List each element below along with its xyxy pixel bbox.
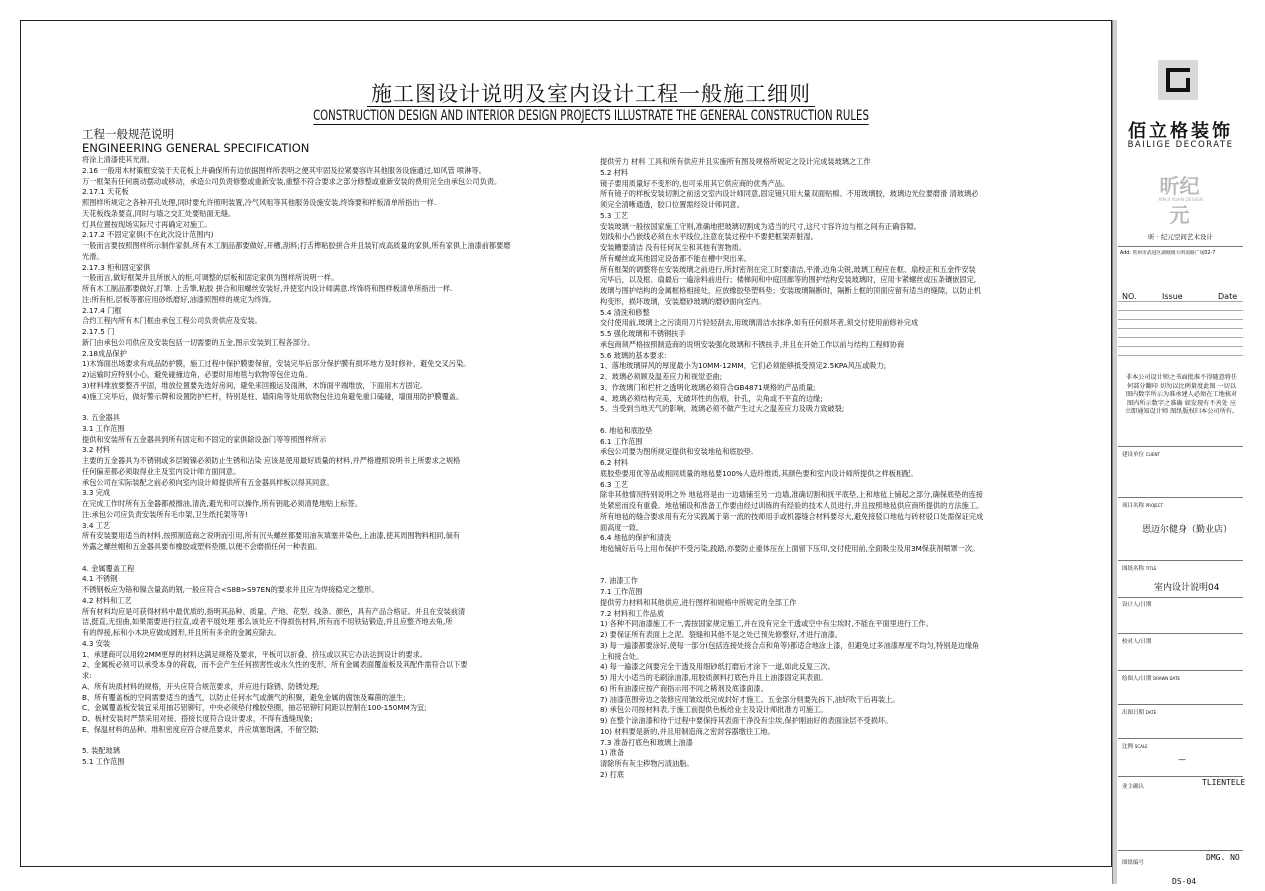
right-text-line: 安装糟要清洁 没有任何灰尘和其他有害物质。 <box>600 243 747 252</box>
left-text-line: 光滑。 <box>82 251 104 261</box>
right-text-line: 4) 每一遍漆之间要完全干透及用细砂纸打磨后才涂下一道,如此反复三次。 <box>600 662 835 672</box>
left-text-line: 所有安装要用适当的材料,按照制造商之说明而引用,所有沉头螺丝都要用油灰填塞并染色,上油漆,使其周围物料相同,倘有 <box>82 531 460 541</box>
right-text-line: 1、落地玻璃屏风的厚度最小为10MM-12MM，它们必须能够抵受预定2.5KPA风压或吸力; <box>600 361 887 371</box>
left-text-line: 一般而言要按照图样所示制作家俱,所有木工制品都要做好,开槽,刮料;打舌榫粘胶拼合并且装钉成高质量的家俱,所有家俱上油漆前都要磨 <box>82 241 511 250</box>
right-text-line: 承包商须严格按照制造商的说明安装强化玻璃和不锈扶手,并且在开始工作以前与结构工程师协商 <box>600 339 905 349</box>
left-text-line: 2.17.4 门框 <box>82 305 122 315</box>
left-text-line: 5. 装配玻璃 <box>82 746 120 756</box>
right-text-line: 2) 要保证所有表面上之泥、裂缝和其他不是之处已预先修整好,才进行油漆。 <box>600 630 842 639</box>
left-text-line: 在完成工作时所有五金器都被擦油,清洗,避光和可以操作,所有钥匙必须清楚地贴上标签。 <box>82 499 362 508</box>
right-text-line: 6) 所有油漆应按产商指示用不同之稀剂及底漆面漆。 <box>600 683 768 693</box>
drawing-title-label: 图纸名称 TITLE <box>1122 566 1157 572</box>
left-text-line: 4. 金属覆盖工程 <box>82 563 135 573</box>
right-text-line: 面高度一致。 <box>600 522 644 532</box>
issue-label: Issue <box>1162 292 1183 301</box>
right-text-line: 玻璃与围护结构的金属框格相接处，应放橡胶垫塑料垫；安装玻璃隔断时，隔断上框的顶面应留有适当的缝隙，以防止机 <box>600 286 981 295</box>
right-text-line: 提供劳力材料和其他供应,进行图样和规格中所规定的全部工作 <box>600 597 797 607</box>
left-text-line: 主要的五金器具为不锈钢或多层镀镍必须防止生锈和沾染 应该是使用最好质量的材料,并严格遵照说明书上所要求之规格 <box>82 456 461 465</box>
left-text-line: 有的焊接,标和小木块应做成圆形,并且所有多余的金属应除去。 <box>82 628 281 637</box>
left-text-line: B、所有覆盖板的空间需要适当的透气，以防止任何水气或潮气的积聚，避免金属的腐蚀及霉菌的滋生; <box>82 692 406 702</box>
title-block <box>1118 20 1246 886</box>
right-text-line: 所有框架的调整将在安装玻璃之前进行,所封密剂在完工时要清洁,平滑,边角尖锐,玻璃工程应在框、扇校正和五金件安装 <box>600 264 976 274</box>
left-body <box>82 155 572 768</box>
right-text-line: 清除所有灰尘秽物污渍油脂。 <box>600 759 694 768</box>
client-confirm-label: 业主确认 <box>1122 784 1145 790</box>
sub-brand-logo-en: XIN JI YUAN DESIGN <box>1158 198 1203 203</box>
left-text-line: 所有木工制品都要做好,打筆. 上舌筆,粘胶 拼合和用螺丝安装好,并使室内设计师满意.终饰将和图样板清单所指出一样. <box>82 284 453 293</box>
left-text-line: 洁,挺直,无扭曲,如果需要进行拉直,或者平展处理 那么该处应不得损伤材料,所有而不用铁钻锻造,并且应整齐地去角,所 <box>82 617 453 627</box>
left-text-line <box>82 553 572 564</box>
left-text-line: 2.16 一般用木材策框安装于天花板上并确保所有边依据图样所表明之便其牢固及拉紧要容许其他服务设施通过,如风管 喷淋等。 <box>82 165 486 175</box>
left-text-line: 天花板线条要直,同时与墙之交汇处要贴面无缝。 <box>82 208 236 218</box>
right-text-line: 6.3 工艺 <box>600 479 629 489</box>
right-text-line: 4、玻璃必须结构完美，无破坏性的伤痕，针孔，尖角或不平直的边缘; <box>600 393 823 403</box>
left-text-line: 2)运输时应特别小心，避免碰撞边角，必要时用地毯与软物等包住边角。 <box>82 370 313 379</box>
project-name: 恩迈尔健身（勤业店） <box>1142 525 1233 535</box>
right-text-line: 9) 在整个涂油漆和待干过程中要保持其表面干净没有尘埃,保护刚油好的表面涂层不受损坏。 <box>600 716 893 725</box>
left-text-line: 注:承包公司应负责安装所有毛巾架,卫生纸托架等等! <box>82 509 248 519</box>
left-text-line: 4.3 安装 <box>82 638 111 648</box>
left-text-line: 2、金属板必须可以承受本身的荷载，而不会产生任何损害性或永久性的变形，所有金属表面覆盖板及其配件需符合以下要 <box>82 660 468 670</box>
left-text-line: D、板材安装时严禁采用对接、搭接长度符合设计要求，不得有透缝现象; <box>82 714 313 723</box>
divider <box>1118 497 1243 498</box>
left-text-line <box>82 402 572 413</box>
sub-brand-logo: 昕纪元 <box>1159 174 1200 227</box>
divider <box>1118 560 1243 561</box>
right-text-line: 承包公司要为图所规定提供和安装地毡和底胶垫. <box>600 447 754 457</box>
left-text-line: 一般而言,做好框架并且所嵌入的柜,可调整的层板和固定家俱为图样所说明一样。 <box>82 273 339 283</box>
left-text-line: 1)木饰面出场要求有成品防护膜，施工过程中保护膜要保留，安装完毕后部分保护膜有损坏地方及时修补，避免交叉污染。 <box>82 359 471 369</box>
divider <box>1118 633 1243 634</box>
left-text-line: 3.1 工作范围 <box>82 423 125 433</box>
issue-date-cn-label: 出图日期 DATE <box>1122 710 1157 716</box>
right-text-line: 5) 用大小适当的毛刷涂油漆,用胶质颜料打底色并且上油漆固定其表面。 <box>600 673 828 682</box>
left-text-line: 任何偏差都必须取得业主及室内设计师方面同意。 <box>82 466 241 476</box>
left-text-line: 承包公司在实际装配之前必须向室内设计师提供所有五金器具样板以得其同意。 <box>82 477 334 487</box>
left-text-line: A、所有块质材料的规格，开头应符合规范要求，并应进行除锈、防锈处理; <box>82 681 320 691</box>
left-text-line: 万一框架有任何震动摆动或移动，承造公司负责修整或重新安装,重整不符合要求之部分修整或重新安装的费用完全由承包公司负责。 <box>82 176 502 186</box>
left-text-line: 5.1 工作范围 <box>82 757 125 766</box>
left-text-line: 外露之螺丝帽和五金器具要布橡胶或塑料垫圈,以便不会磨损任何一种表面。 <box>82 542 322 551</box>
left-text-line: E、保温材料的品种、堆积密度应符合规范要求，并应填塞饱满，不留空隙; <box>82 724 319 734</box>
client-confirm-en: TLIENTELE <box>1202 778 1246 787</box>
left-column <box>82 128 572 768</box>
right-text-line: 除非其他情况特别说明之外 地毡将是由一边墙铺至另一边墙,准确切割和抚平底垫,上和地毡上铺起之部分,确保底垫的连接 <box>600 490 983 500</box>
right-text-line: 安装玻璃一般按国家施工守则,准确地把玻璃切割成为适当的尺寸,这尺寸容许边与框之间有正确容隙。 <box>600 221 921 231</box>
scale-value: — <box>1178 755 1186 764</box>
right-text-line: 10) 材料要是新的,并且用制造商之密封容器缴往工地。 <box>600 726 775 736</box>
right-text-line: 6.4 地毡的保护和清洗 <box>600 533 672 543</box>
left-text-line: 4)施工完毕后，做好警示牌和设置防护栏杆，特别是柱、墙阳角等处用软物包住边角避免重口磕碰，墙面用防护膜覆盖。 <box>82 391 464 401</box>
issue-row <box>1118 310 1243 311</box>
right-text-line <box>600 415 1100 426</box>
left-text-line: 注:所有柜,层板等都应用砂纸磨好,油漆照图样的规定为终饰。 <box>82 294 276 304</box>
right-text-line: 7.3 准备打底色和玻璃上油漆 <box>600 737 693 747</box>
left-text-line: 灯具位置按现场实际尺寸再确定对施工。 <box>82 219 212 229</box>
right-text-line: 5.5 强化玻璃和不锈钢扶手 <box>600 329 686 338</box>
right-text-line: 7) 油漆范围旁边之装修应用皱纹纸完成封好才施工。五金部分则要先拆下,油好吹干后再装上。 <box>600 694 900 704</box>
designer-label: 设计人/日期 <box>1122 602 1152 608</box>
client-unit-label: 建设单位 CLIENT <box>1122 452 1160 458</box>
left-text-line: 1、承建商可以用较2MM更厚的材料达满足规格及要求，平板可以折叠、挤压或以其它办法达到设计的要求。 <box>82 649 427 659</box>
right-text-line: 5.4 清洗和修整 <box>600 307 650 317</box>
brand-logo-mark-part <box>1178 78 1190 92</box>
right-text-line: 2) 打底 <box>600 769 625 779</box>
divider <box>1118 597 1243 598</box>
divider <box>1118 670 1243 671</box>
left-text-line: 2.17.3 柜和固定家俱 <box>82 262 151 272</box>
binding-strip <box>1112 20 1117 884</box>
left-text-line: 3)材料堆放要整齐平固，堆放位置要先选好房间，避免来回搬运及雨淋，木饰面平端堆放，下面用木方固定。 <box>82 380 428 390</box>
right-text-line: 镜子要用质量好不变形的,也可采用其它供应商的优秀产品。 <box>600 178 790 188</box>
right-text-line: 划线和小凸嵌线必须在水平线位,注意在装过程中不要把框架弄脏湿。 <box>600 232 818 242</box>
issue-no-label: NO. <box>1122 292 1137 301</box>
issue-row <box>1118 337 1243 338</box>
right-text-line: 1) 准备 <box>600 748 625 758</box>
right-text-line: 处紧密而没有重叠。地毡铺设和准备工作要由经过训练的有经验的技术人员进行,并且按照地毡供应商所提供的方法施工。 <box>600 501 984 510</box>
divider <box>1118 246 1243 247</box>
right-text-line: 7. 油漆工作 <box>600 576 638 586</box>
left-text-line: 所有材料均应是可获得材料中最优质的,指明其品种、质量、产地、花型、线条、颜色，具有产品合格证。并且在安装前清 <box>82 606 466 616</box>
drawing-number-label-en: DMG. NO <box>1206 853 1240 862</box>
scale-label: 比例 SCALE <box>1122 744 1148 750</box>
right-text-line: 3、作玻璃门和栏杆之透明化玻璃必须符合GB4871规格的产品质量; <box>600 382 816 392</box>
issue-date-label: Date <box>1218 292 1238 301</box>
left-text-line: 提供和安装所有五金器具到所有固定和不固定的家俱除设备门等等照图样所示 <box>82 434 327 444</box>
issue-row <box>1118 355 1243 356</box>
right-text-line: 3) 每一遍漆都要涂好,使每一部分(包括连接处接合点和角等)都适合地涂上漆，但避免过多油漆厚度不均匀,特别是边缘角 <box>600 640 980 650</box>
right-text-line: 5.2 材料 <box>600 167 629 177</box>
brand-name-cn: 佰立格装饰 <box>1128 121 1233 142</box>
checker-label: 校对人/日期 <box>1122 639 1152 645</box>
sub-brand-name: 昕 · 纪元空间艺术设计 <box>1148 233 1213 241</box>
right-text-line: 5.3 工艺 <box>600 210 629 220</box>
address-text: Add: 常州市武进区湖塘镇大明南路广场02-7 <box>1120 251 1216 256</box>
right-text-line: 构变形，损坏玻璃，安装磨砂玻璃的磨砂面向室内。 <box>600 296 766 306</box>
right-text-line: 7.2 材料和工作品质 <box>600 608 665 618</box>
left-text-line: 3.3 完成 <box>82 488 111 498</box>
right-text-line: 7.1 工作范围 <box>600 587 643 596</box>
page-title: 施工图设计说明及室内设计工程一般施工细则 <box>76 78 1106 108</box>
drawing-number: DS-04 <box>1172 877 1197 886</box>
drawing-number-label: 图纸编号 <box>1122 860 1145 866</box>
divider <box>1118 776 1243 777</box>
right-text-line: 所有螺丝或其他固定设备都不能在槽中突出来。 <box>600 253 751 263</box>
left-text-line: 2.18成品保护 <box>82 348 127 358</box>
left-text-line: 将涂上清漆使其光滑。 <box>82 155 154 164</box>
right-text-line: 5、当受到当地天气的影响，玻璃必须不做产生过大之温差应力及吸力致破裂; <box>600 404 845 414</box>
right-text-line <box>600 555 1100 566</box>
section-title-en: ENGINEERING GENERAL SPECIFICATION <box>82 140 310 155</box>
issue-row <box>1118 346 1243 347</box>
divider <box>1118 446 1243 447</box>
right-text-line: 提供劳力 材料 工具和所有供应并且实施所有图及规格所规定之设计完成装玻璃之工作 <box>600 157 871 166</box>
drafter-label: 绘图人/日期 DRAWN DATE <box>1122 676 1180 682</box>
right-text-line: 地毡铺好后马上用布保护不受污染,践踏,亦要防止重体压在上面留下压印,交付使用前,全面吸尘及用3M保获剂喷罩一次。 <box>600 544 980 553</box>
left-text-line: 新门由承包公司供应及安装包括一切需要的五金,图示安装到工程各部分。 <box>82 337 315 347</box>
left-text-line <box>82 736 572 747</box>
left-text-line: 4.2 材料和工艺 <box>82 595 132 605</box>
drawing-name: 室内设计说明04 <box>1154 583 1220 593</box>
left-text-line: 3. 五金器具 <box>82 413 120 422</box>
issue-row <box>1118 328 1243 329</box>
page-subtitle: CONSTRUCTION DESIGN AND INTERIOR DESIGN PROJECTS ILLUSTRATE THE GENERAL CONSTRUCTION RULES <box>313 108 869 124</box>
right-text-line: 须完全清晰通透，胶口位置需经设计师同意。 <box>600 200 744 209</box>
left-text-line: 合约工程内所有木门框由承包工程公司负责供应及安装。 <box>82 316 262 326</box>
left-text-line: 4.1 不锈钢 <box>82 574 118 584</box>
right-text-line: 交付使用前,玻璃上之污渍用刀片轻轻刮去,用玻璃清洁水抹净,如有任何损坏者,须交付使用前修补完成 <box>600 318 919 328</box>
issue-row <box>1118 301 1243 302</box>
right-text-line: 1) 各种不同油漆施工不一,需按国家规定施工,并在没有完全干透或空中有尘埃时,不能在平面里进行工作。 <box>600 619 933 629</box>
left-text-line: 求: <box>82 671 92 680</box>
right-text-line: 6. 地毡和底胶垫 <box>600 425 653 435</box>
divider <box>1118 738 1243 739</box>
left-text-line: 3.4 工艺 <box>82 520 111 530</box>
right-body <box>600 157 1100 781</box>
project-label: 项目名称 PROJECT <box>1122 503 1164 509</box>
right-text-line: 底胶垫要用优等品或相同质量的地毡要100%人造纤维质,其颜色要和室内设计师所提供之样板相配。 <box>600 468 918 478</box>
right-text-line: 上和接合处。 <box>600 651 644 661</box>
right-column <box>600 157 1100 781</box>
issue-row <box>1118 319 1243 320</box>
right-text-line: 5.6 玻璃的基本要求: <box>600 350 667 360</box>
brand-name-en: BAILIGE DECORATE <box>1127 140 1234 150</box>
section-title-cn: 工程一般规范说明 <box>82 127 174 141</box>
left-text-line: C、金属覆盖板安装宜采用抽芯铝铆钉，中央必须垫付橡胶垫圈，抽芯铝铆钉间距以控制在100-150MM为宜; <box>82 703 427 713</box>
divider <box>1118 704 1243 705</box>
divider <box>1118 850 1243 851</box>
left-text-line: 照图样所规定之各种开孔处理,同时要允许照明装置,冷气风咀等其他服务设施安装,终饰要和样板清单所指出一样. <box>82 198 437 207</box>
right-text-line: 2、玻璃必须顾及温差应力和视觉歪曲; <box>600 372 722 381</box>
right-text-line: 所有镜子的样板安装切割之前送交室内设计师同意,固定镜只用大量双面贴棉、不用玻璃胶，玻璃边光位要磨滑 清玻璃必 <box>600 189 979 199</box>
right-text-line: 所有地毡的缝合要求用有充分实践属于第一流的技师用手或机器缝合材料要尽大,避免接驳口地毡与砖材驳口处需保证完成 <box>600 511 984 521</box>
right-text-line: 8) 承包公司按材料表,于施工前提供色板给业主及设计师批准方可施工。 <box>600 705 828 715</box>
right-text-line <box>600 566 1100 577</box>
left-text-line: 3.2 材料 <box>82 445 111 455</box>
copyright-notice: 非本公司设计师之书面批准不得随意将任何部分翻印 切勿以比例量度此图 一切以图内数字所示为准承建人必须在工地核对图内所示数字之准确 如发现有不善处 应立即通知设计师 图纸版权归本公司所有。 <box>1124 374 1239 416</box>
right-text-line: 6.2 材料 <box>600 458 629 467</box>
right-text-line: 6.1 工作范围 <box>600 436 643 446</box>
left-text-line: 2.17.5 门 <box>82 327 115 336</box>
left-text-line: 2.17.2 不固定家俱(不在此次设计范围内) <box>82 230 214 240</box>
right-text-line: 完毕后，以及框、扇最后一遍涂料前进行；楼梯间和中庭回廊等的围护结构安装玻璃时，应用卡紧螺丝或压条镶嵌固定, <box>600 275 977 285</box>
left-text-line: 2.17.1 天花板 <box>82 187 129 197</box>
left-text-line: 不锈钢板应为铬和镍含量高的钢,一般应符合<S8B>S97EN的要求并且应为焊接稳定之整形。 <box>82 585 379 594</box>
